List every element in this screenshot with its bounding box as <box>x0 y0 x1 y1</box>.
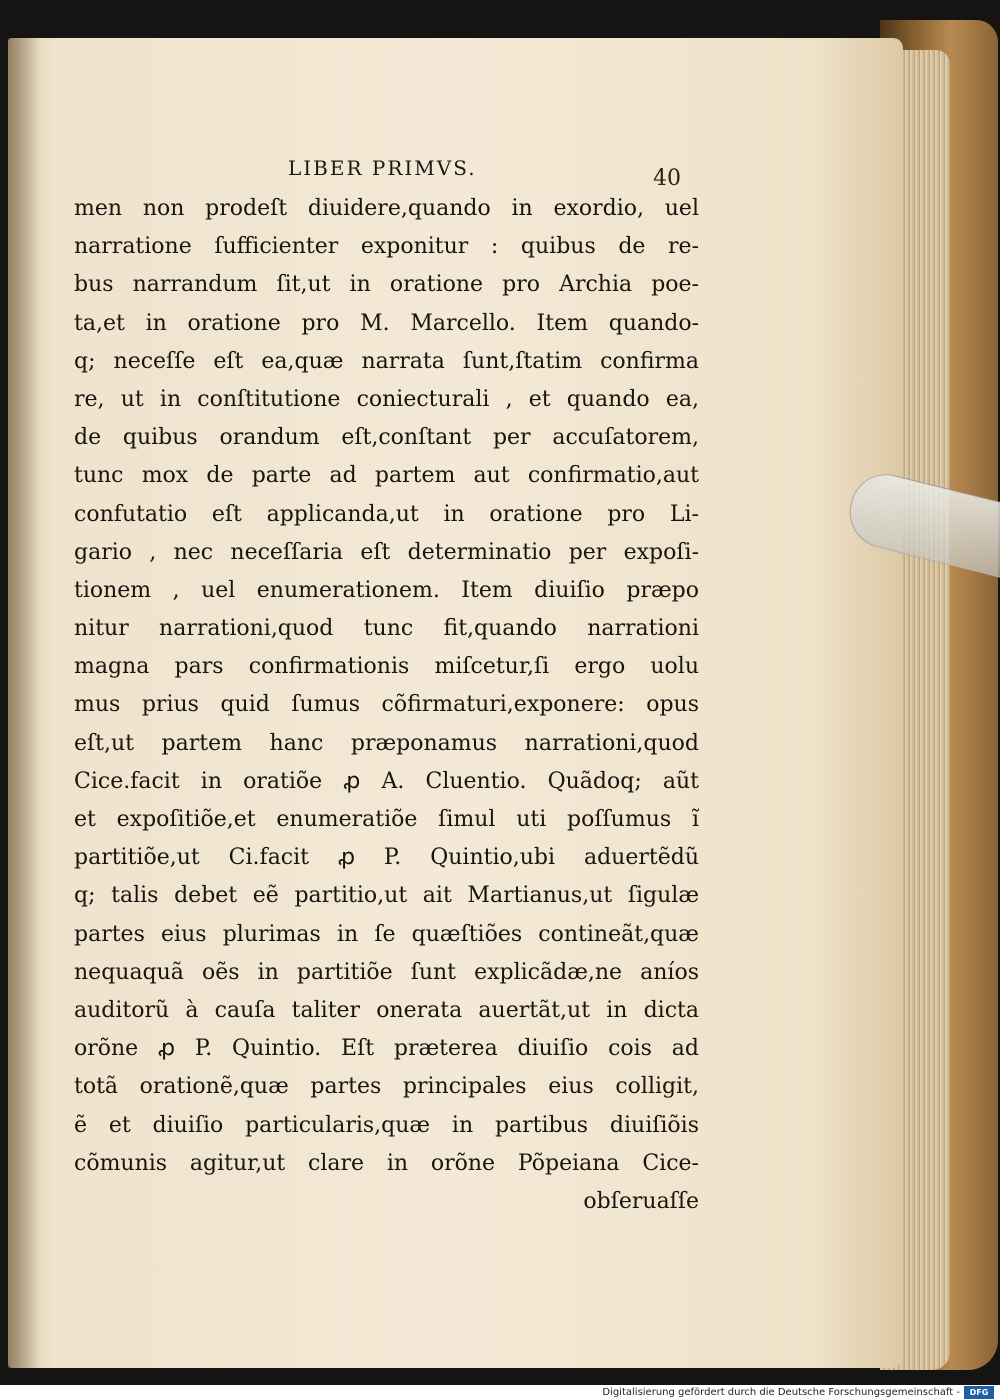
text-line: partitiõe,ut Ci.facit ꝓ P. Quintio,ubi aduertẽdũ <box>74 845 699 871</box>
footer-credit: Digitalisierung gefördert durch die Deutsche Forschungsgemeinschaft - <box>602 1387 960 1398</box>
text-line: de quibus orandum eſt,conſtant per accuſatorem, <box>74 425 699 451</box>
text-line: auditorũ à cauſa taliter onerata auertãt,ut in dicta <box>74 997 699 1023</box>
text-line: mus prius quid ſumus cõfirmaturi,exponere: opus <box>74 692 699 718</box>
text-line: Cice.facit in oratiõe ꝓ A. Cluentio. Quãdoq; aũt <box>74 768 699 794</box>
text-line: tunc mox de parte ad partem aut confirmatio,aut <box>74 463 699 489</box>
text-line: orõne ꝓ P. Quintio. Eſt præterea diuiſio cois ad <box>74 1036 699 1062</box>
text-line: men non prodeſt diuidere,quando in exordio, uel <box>74 196 699 221</box>
text-line: ẽ et diuiſio particularis,quæ in partibus diuiſiõis <box>74 1112 699 1138</box>
text-line: confutatio eſt applicanda,ut in oratione pro Li- <box>74 501 699 527</box>
footer-bar <box>0 1385 1000 1400</box>
running-header: LIBER PRIMVS. <box>288 156 477 180</box>
page-gutter-shadow <box>8 38 40 1368</box>
body-text <box>74 190 699 1221</box>
text-line: q; neceſſe eſt ea,quæ narrata ſunt,ſtatim confirma <box>74 348 699 374</box>
text-line: gario , nec neceſſaria eſt determinatio per expoſi- <box>74 539 699 565</box>
text-line: nequaquã oẽs in partitiõe ſunt explicãdæ,ne aníos <box>74 959 699 985</box>
text-line: et expoſitiõe,et enumeratiõe ſimul uti poſſumus ĩ <box>74 807 699 832</box>
text-line: tionem , uel enumerationem. Item diuiſio præpo <box>74 577 699 603</box>
catchword: obſeruaſſe <box>583 1188 699 1214</box>
text-line: nitur narrationi,quod tunc fit,quando narrationi <box>74 616 699 642</box>
text-line: cõmunis agitur,ut clare in orõne Põpeiana Cice- <box>74 1150 699 1176</box>
text-line: q; talis debet eẽ partitio,ut ait Martianus,ut ſigulæ <box>74 883 699 909</box>
text-line: ta,et in oratione pro M. Marcello. Item quando- <box>74 310 699 336</box>
text-line: partes eius plurimas in ſe quæſtiões contineãt,quæ <box>74 921 699 947</box>
text-line: re, ut in conſtitutione coniecturali , et quando ea, <box>74 386 699 412</box>
text-line: narratione ſufficienter exponitur : quibus de re- <box>74 234 699 260</box>
text-line: totã orationẽ,quæ partes principales eius colligit, <box>74 1074 699 1100</box>
folio-number: 40 <box>653 166 681 191</box>
text-line: magna pars confirmationis miſcetur,ſi ergo uolu <box>74 654 699 680</box>
text-line: bus narrandum ſit,ut in oratione pro Archia poe- <box>74 272 699 298</box>
text-line: eſt,ut partem hanc præponamus narrationi,quod <box>74 730 699 756</box>
dfg-logo: DFG <box>964 1386 994 1399</box>
book-page <box>8 38 903 1368</box>
